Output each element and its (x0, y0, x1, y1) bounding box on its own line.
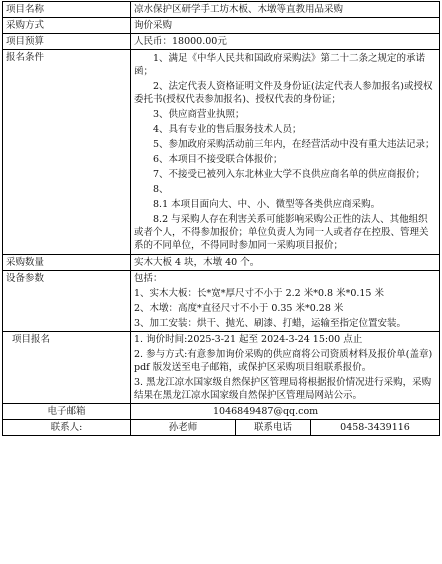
conditions-value (131, 50, 440, 255)
registration-value (131, 332, 440, 404)
procurement-table (2, 1, 440, 436)
method-label: 采购方式 (3, 18, 131, 34)
budget-value: 人民币：18000.00元 (131, 34, 440, 50)
row-budget (3, 34, 440, 50)
quantity-value: 实木大板 4 块，木墩 40 个。 (131, 255, 440, 271)
quantity-label: 采购数量 (3, 255, 131, 271)
row-registration (3, 332, 440, 404)
row-project-name (3, 2, 440, 18)
row-contact (3, 420, 440, 436)
row-conditions (3, 50, 440, 255)
registration-item: 2. 参与方式:有意参加询价采购的供应商将公司资质材料及报价单(盖章)pdf 版发送至电子邮箱，或保护区采购项目组联系报价。 (134, 349, 433, 373)
param-item: 1、实木大板：长*宽*厚尺寸不小于 2.2 米*0.8 米*0.15 米 (134, 288, 384, 299)
params-intro: 包括： (134, 273, 163, 284)
row-params (3, 271, 440, 332)
row-method (3, 18, 440, 34)
condition-item: 8.2 与采购人存在利害关系可能影响采购公正性的法人、其他组织或者个人，不得参加报价；单位负责人为同一人或者存在控股、管理关系的不同单位，不得同时参加同一采购项目报价； (134, 214, 429, 251)
condition-item: 7、不接受已被列入东北林业大学不良供应商名单的供应商报价； (153, 169, 426, 180)
params-value (131, 271, 440, 332)
email-label: 电子邮箱 (3, 404, 131, 420)
phone-value: 0458-3439116 (311, 420, 440, 436)
registration-item: 3. 黑龙江凉水国家级自然保护区管理局将根据报价情况进行采购，采购结果在黑龙江凉水国家级自然保护区管理局网站公示。 (134, 377, 432, 401)
registration-label: 项目报名 (3, 332, 131, 404)
row-email (3, 404, 440, 420)
phone-label: 联系电话 (236, 420, 311, 436)
email-value[interactable]: 1046849487@qq.com (131, 404, 440, 420)
budget-label: 项目预算 (3, 34, 131, 50)
param-item: 2、木墩：高度*直径尺寸不小于 0.35 米*0.28 米 (134, 303, 344, 314)
condition-item: 1、满足《中华人民共和国政府采购法》第二十二条之规定的承诺函； (134, 53, 426, 77)
row-quantity (3, 255, 440, 271)
condition-item: 3、供应商营业执照； (153, 109, 245, 120)
procurement-notice (2, 1, 439, 436)
param-item: 3、加工安装：烘干、抛光、刷漆、打蜡，运输至指定位置安装。 (134, 318, 407, 329)
condition-item: 8、 (153, 184, 169, 195)
method-value: 询价采购 (131, 18, 440, 34)
registration-item: 1. 询价时间:2025-3-21 起至 2024-3-24 15:00 点止 (134, 334, 363, 345)
condition-item: 5、参加政府采购活动前三年内，在经营活动中没有重大违法记录； (153, 139, 435, 150)
conditions-label: 报名条件 (3, 50, 131, 255)
contact-name: 孙老师 (131, 420, 236, 436)
project-name-value: 凉水保护区研学手工坊木板、木墩等直教用品采购 (131, 2, 440, 18)
condition-item: 8.1 本项目面向大、中、小、微型等各类供应商采购。 (153, 199, 381, 210)
condition-item: 6、本项目不接受联合体报价； (153, 154, 283, 165)
condition-item: 4、具有专业的售后服务技术人员； (153, 124, 302, 135)
project-name-label: 项目名称 (3, 2, 131, 18)
params-label: 设备参数 (3, 271, 131, 332)
contact-label: 联系人: (3, 420, 131, 436)
condition-item: 2、法定代表人资格证明文件及身份证(法定代表人参加报名)或授权委托书(授权代表参加报名)、授权代表的身份证； (134, 81, 433, 105)
